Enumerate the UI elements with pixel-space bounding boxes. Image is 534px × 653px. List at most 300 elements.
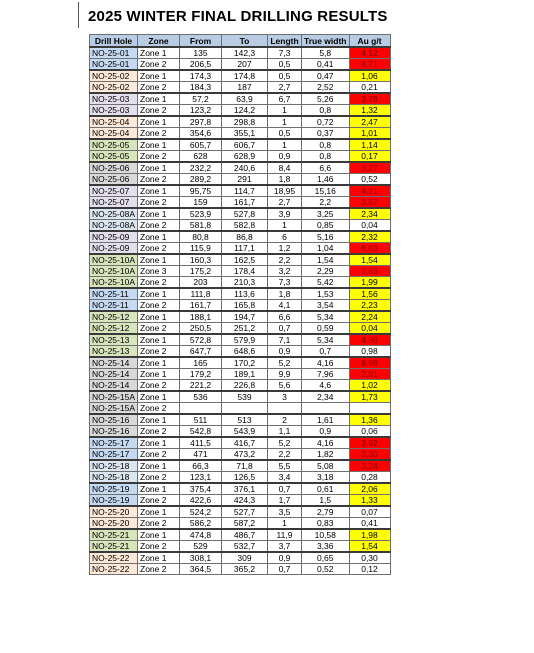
length-cell: 11,9 bbox=[268, 529, 302, 541]
length-cell: 6 bbox=[268, 231, 302, 243]
table-row bbox=[90, 391, 391, 403]
zone-cell: Zone 1 bbox=[138, 162, 180, 174]
drill-hole-cell: NO-25-01 bbox=[90, 47, 138, 59]
from-cell: 179,2 bbox=[180, 369, 222, 380]
from-cell: 160,3 bbox=[180, 254, 222, 266]
from-cell: 586,2 bbox=[180, 518, 222, 530]
au-grade-cell: 0,17 bbox=[349, 151, 390, 163]
to-cell: 142,3 bbox=[222, 47, 268, 59]
au-grade-cell: 1,56 bbox=[349, 288, 390, 300]
table-row bbox=[90, 426, 391, 438]
drill-hole-cell: NO-25-10A bbox=[90, 277, 138, 289]
table-row bbox=[90, 414, 391, 426]
zone-cell: Zone 1 bbox=[138, 47, 180, 59]
from-cell: 581,8 bbox=[180, 220, 222, 232]
table-row bbox=[90, 552, 391, 564]
au-grade-cell: 1,98 bbox=[349, 529, 390, 541]
to-cell: 648,6 bbox=[222, 346, 268, 358]
au-grade-cell: 2,34 bbox=[349, 208, 390, 220]
from-cell: 474,8 bbox=[180, 529, 222, 541]
true-width-cell: 0,8 bbox=[302, 105, 350, 117]
true-width-cell: 3,36 bbox=[302, 541, 350, 553]
true-width-cell: 2,29 bbox=[302, 266, 350, 277]
page-title: 2025 WINTER FINAL DRILLING RESULTS bbox=[88, 8, 388, 25]
from-cell: 572,8 bbox=[180, 334, 222, 346]
to-cell: 226,8 bbox=[222, 380, 268, 392]
true-width-cell: 10,58 bbox=[302, 529, 350, 541]
au-grade-cell: 3,92 bbox=[349, 437, 390, 449]
zone-cell: Zone 1 bbox=[138, 552, 180, 564]
true-width-cell: 7,96 bbox=[302, 369, 350, 380]
zone-cell: Zone 2 bbox=[138, 197, 180, 209]
from-cell: 422,6 bbox=[180, 495, 222, 507]
true-width-cell: 1,61 bbox=[302, 414, 350, 426]
zone-cell: Zone 1 bbox=[138, 357, 180, 369]
length-cell: 3,7 bbox=[268, 541, 302, 553]
to-cell: 355,1 bbox=[222, 128, 268, 140]
from-cell: 375,4 bbox=[180, 483, 222, 495]
au-grade-cell: 0,30 bbox=[349, 552, 390, 564]
from-cell: 524,2 bbox=[180, 506, 222, 518]
true-width-cell: 3,18 bbox=[302, 472, 350, 484]
zone-cell: Zone 3 bbox=[138, 266, 180, 277]
zone-cell: Zone 1 bbox=[138, 116, 180, 128]
true-width-cell: 4,16 bbox=[302, 437, 350, 449]
from-cell: 111,8 bbox=[180, 288, 222, 300]
to-cell: 161,7 bbox=[222, 197, 268, 209]
zone-cell: Zone 2 bbox=[138, 403, 180, 415]
length-cell: 1 bbox=[268, 139, 302, 151]
table-row bbox=[90, 266, 391, 277]
zone-cell: Zone 1 bbox=[138, 254, 180, 266]
from-cell: 647,7 bbox=[180, 346, 222, 358]
zone-cell: Zone 1 bbox=[138, 231, 180, 243]
to-cell: 587,2 bbox=[222, 518, 268, 530]
drill-hole-cell: NO-25-06 bbox=[90, 162, 138, 174]
zone-cell: Zone 2 bbox=[138, 174, 180, 186]
drill-hole-cell: NO-25-18 bbox=[90, 460, 138, 472]
to-cell: 170,2 bbox=[222, 357, 268, 369]
au-grade-cell: 3,78 bbox=[349, 93, 390, 105]
zone-cell: Zone 2 bbox=[138, 380, 180, 392]
from-cell: 628 bbox=[180, 151, 222, 163]
true-width-cell: 2,2 bbox=[302, 197, 350, 209]
table-row bbox=[90, 82, 391, 94]
from-cell: 123,2 bbox=[180, 105, 222, 117]
drill-hole-cell: NO-25-03 bbox=[90, 93, 138, 105]
to-cell: 71,8 bbox=[222, 460, 268, 472]
zone-cell: Zone 2 bbox=[138, 426, 180, 438]
to-cell: 532,7 bbox=[222, 541, 268, 553]
true-width-cell: 1,54 bbox=[302, 254, 350, 266]
true-width-cell: 0,37 bbox=[302, 128, 350, 140]
zone-cell: Zone 1 bbox=[138, 506, 180, 518]
zone-cell: Zone 2 bbox=[138, 277, 180, 289]
au-grade-cell bbox=[349, 403, 390, 415]
length-cell: 5,6 bbox=[268, 380, 302, 392]
zone-cell: Zone 2 bbox=[138, 449, 180, 461]
au-grade-cell: 4,12 bbox=[349, 47, 390, 59]
table-row bbox=[90, 346, 391, 358]
length-cell: 0,5 bbox=[268, 59, 302, 71]
zone-cell: Zone 1 bbox=[138, 369, 180, 380]
from-cell: 135 bbox=[180, 47, 222, 59]
au-grade-cell: 8,96 bbox=[349, 357, 390, 369]
to-cell: 291 bbox=[222, 174, 268, 186]
table-row bbox=[90, 47, 391, 59]
drill-hole-cell: NO-25-01 bbox=[90, 59, 138, 71]
drill-hole-cell: NO-25-15A bbox=[90, 391, 138, 403]
au-grade-cell: 3,24 bbox=[349, 460, 390, 472]
table-row bbox=[90, 139, 391, 151]
au-grade-cell: 2,47 bbox=[349, 116, 390, 128]
length-cell: 2,2 bbox=[268, 254, 302, 266]
length-cell: 2,7 bbox=[268, 197, 302, 209]
drill-hole-cell: NO-25-21 bbox=[90, 541, 138, 553]
true-width-cell: 5,8 bbox=[302, 47, 350, 59]
from-cell: 542,8 bbox=[180, 426, 222, 438]
zone-cell: Zone 2 bbox=[138, 346, 180, 358]
table-row bbox=[90, 243, 391, 255]
from-cell: 203 bbox=[180, 277, 222, 289]
true-width-cell: 1,46 bbox=[302, 174, 350, 186]
table-row bbox=[90, 174, 391, 186]
table-row bbox=[90, 59, 391, 71]
true-width-cell: 0,47 bbox=[302, 70, 350, 82]
header-to: To bbox=[222, 35, 268, 48]
zone-cell: Zone 1 bbox=[138, 70, 180, 82]
drill-hole-cell: NO-25-12 bbox=[90, 311, 138, 323]
au-grade-cell: 1,73 bbox=[349, 391, 390, 403]
length-cell: 0,7 bbox=[268, 483, 302, 495]
true-width-cell: 1,5 bbox=[302, 495, 350, 507]
from-cell: 174,3 bbox=[180, 70, 222, 82]
length-cell: 1,8 bbox=[268, 174, 302, 186]
true-width-cell: 1,53 bbox=[302, 288, 350, 300]
drill-hole-cell: NO-25-13 bbox=[90, 346, 138, 358]
to-cell: 513 bbox=[222, 414, 268, 426]
au-grade-cell: 4,30 bbox=[349, 334, 390, 346]
true-width-cell: 0,8 bbox=[302, 151, 350, 163]
zone-cell: Zone 1 bbox=[138, 208, 180, 220]
true-width-cell: 3,25 bbox=[302, 208, 350, 220]
true-width-cell: 0,59 bbox=[302, 323, 350, 335]
drill-hole-cell: NO-25-09 bbox=[90, 231, 138, 243]
to-cell: 124,2 bbox=[222, 105, 268, 117]
au-grade-cell: 1,99 bbox=[349, 277, 390, 289]
true-width-cell: 2,34 bbox=[302, 391, 350, 403]
table-row bbox=[90, 277, 391, 289]
au-grade-cell: 1,54 bbox=[349, 541, 390, 553]
au-grade-cell: 0,04 bbox=[349, 220, 390, 232]
length-cell: 6,7 bbox=[268, 93, 302, 105]
table-body bbox=[90, 47, 391, 575]
table-row bbox=[90, 437, 391, 449]
au-grade-cell: 0,21 bbox=[349, 82, 390, 94]
table-header-row bbox=[90, 35, 391, 48]
zone-cell: Zone 2 bbox=[138, 59, 180, 71]
from-cell: 232,2 bbox=[180, 162, 222, 174]
table-row bbox=[90, 93, 391, 105]
to-cell: 486,7 bbox=[222, 529, 268, 541]
to-cell: 240,6 bbox=[222, 162, 268, 174]
length-cell: 0,7 bbox=[268, 323, 302, 335]
drill-hole-cell: NO-25-07 bbox=[90, 185, 138, 197]
length-cell: 5,2 bbox=[268, 437, 302, 449]
au-grade-cell: 2,91 bbox=[349, 369, 390, 380]
zone-cell: Zone 1 bbox=[138, 391, 180, 403]
zone-cell: Zone 2 bbox=[138, 243, 180, 255]
to-cell: 424,3 bbox=[222, 495, 268, 507]
table-row bbox=[90, 185, 391, 197]
table-row bbox=[90, 403, 391, 415]
drill-hole-cell: NO-25-09 bbox=[90, 243, 138, 255]
table-row bbox=[90, 128, 391, 140]
drill-hole-cell: NO-25-18 bbox=[90, 472, 138, 484]
true-width-cell: 15,16 bbox=[302, 185, 350, 197]
au-grade-cell: 0,12 bbox=[349, 564, 390, 575]
header-au: Au g/t bbox=[349, 35, 390, 48]
au-grade-cell: 1,01 bbox=[349, 128, 390, 140]
true-width-cell: 5,16 bbox=[302, 231, 350, 243]
drill-hole-cell: NO-25-02 bbox=[90, 82, 138, 94]
to-cell: 365,2 bbox=[222, 564, 268, 575]
length-cell: 2 bbox=[268, 414, 302, 426]
from-cell: 221,2 bbox=[180, 380, 222, 392]
true-width-cell: 0,9 bbox=[302, 426, 350, 438]
to-cell: 210,3 bbox=[222, 277, 268, 289]
true-width-cell: 0,83 bbox=[302, 518, 350, 530]
zone-cell: Zone 2 bbox=[138, 82, 180, 94]
to-cell: 187 bbox=[222, 82, 268, 94]
au-grade-cell: 2,23 bbox=[349, 300, 390, 312]
zone-cell: Zone 1 bbox=[138, 483, 180, 495]
to-cell: 194,7 bbox=[222, 311, 268, 323]
from-cell: 536 bbox=[180, 391, 222, 403]
table-row bbox=[90, 380, 391, 392]
au-grade-cell: 1,32 bbox=[349, 105, 390, 117]
table-row bbox=[90, 564, 391, 575]
table-row bbox=[90, 334, 391, 346]
table-row bbox=[90, 254, 391, 266]
au-grade-cell: 2,24 bbox=[349, 311, 390, 323]
zone-cell: Zone 1 bbox=[138, 460, 180, 472]
drill-hole-cell: NO-25-20 bbox=[90, 506, 138, 518]
header-true-width: True width bbox=[302, 35, 350, 48]
to-cell: 207 bbox=[222, 59, 268, 71]
zone-cell: Zone 2 bbox=[138, 323, 180, 335]
to-cell: 298,8 bbox=[222, 116, 268, 128]
from-cell: 605,7 bbox=[180, 139, 222, 151]
true-width-cell: 5,34 bbox=[302, 334, 350, 346]
drill-hole-cell: NO-25-17 bbox=[90, 437, 138, 449]
from-cell: 411,5 bbox=[180, 437, 222, 449]
au-grade-cell: 1,33 bbox=[349, 495, 390, 507]
drill-hole-cell: NO-25-08A bbox=[90, 220, 138, 232]
table-row bbox=[90, 541, 391, 553]
length-cell: 0,9 bbox=[268, 552, 302, 564]
length-cell: 0,5 bbox=[268, 128, 302, 140]
drill-hole-cell: NO-25-22 bbox=[90, 552, 138, 564]
au-grade-cell: 6,63 bbox=[349, 243, 390, 255]
table-row bbox=[90, 460, 391, 472]
zone-cell: Zone 1 bbox=[138, 185, 180, 197]
au-grade-cell: 1,06 bbox=[349, 70, 390, 82]
zone-cell: Zone 1 bbox=[138, 311, 180, 323]
from-cell: 206,5 bbox=[180, 59, 222, 71]
table-row bbox=[90, 300, 391, 312]
table-row bbox=[90, 231, 391, 243]
zone-cell: Zone 1 bbox=[138, 529, 180, 541]
from-cell: 184,3 bbox=[180, 82, 222, 94]
to-cell: 114,7 bbox=[222, 185, 268, 197]
true-width-cell: 5,34 bbox=[302, 311, 350, 323]
au-grade-cell: 2,32 bbox=[349, 231, 390, 243]
to-cell: 162,5 bbox=[222, 254, 268, 266]
length-cell: 0,7 bbox=[268, 564, 302, 575]
au-grade-cell: 0,28 bbox=[349, 472, 390, 484]
to-cell: 126,5 bbox=[222, 472, 268, 484]
from-cell: 308,1 bbox=[180, 552, 222, 564]
true-width-cell: 3,54 bbox=[302, 300, 350, 312]
drill-hole-cell: NO-25-05 bbox=[90, 139, 138, 151]
from-cell: 80,8 bbox=[180, 231, 222, 243]
length-cell: 2,7 bbox=[268, 82, 302, 94]
true-width-cell: 2,52 bbox=[302, 82, 350, 94]
zone-cell: Zone 1 bbox=[138, 414, 180, 426]
from-cell: 289,2 bbox=[180, 174, 222, 186]
au-grade-cell: 3,27 bbox=[349, 162, 390, 174]
length-cell: 5,5 bbox=[268, 460, 302, 472]
drill-hole-cell: NO-25-12 bbox=[90, 323, 138, 335]
true-width-cell: 2,79 bbox=[302, 506, 350, 518]
length-cell: 3,5 bbox=[268, 506, 302, 518]
zone-cell: Zone 2 bbox=[138, 518, 180, 530]
from-cell: 57,2 bbox=[180, 93, 222, 105]
to-cell: 189,1 bbox=[222, 369, 268, 380]
au-grade-cell: 1,54 bbox=[349, 254, 390, 266]
zone-cell: Zone 2 bbox=[138, 300, 180, 312]
table-row bbox=[90, 151, 391, 163]
length-cell: 1 bbox=[268, 116, 302, 128]
au-grade-cell: 3,67 bbox=[349, 197, 390, 209]
drill-hole-cell: NO-25-22 bbox=[90, 564, 138, 575]
to-cell: 579,9 bbox=[222, 334, 268, 346]
header-from: From bbox=[180, 35, 222, 48]
drill-hole-cell: NO-25-06 bbox=[90, 174, 138, 186]
zone-cell: Zone 2 bbox=[138, 472, 180, 484]
table-row bbox=[90, 220, 391, 232]
to-cell: 309 bbox=[222, 552, 268, 564]
zone-cell: Zone 1 bbox=[138, 288, 180, 300]
length-cell: 7,1 bbox=[268, 334, 302, 346]
au-grade-cell: 0,52 bbox=[349, 174, 390, 186]
true-width-cell: 5,26 bbox=[302, 93, 350, 105]
au-grade-cell: 0,04 bbox=[349, 323, 390, 335]
length-cell: 1 bbox=[268, 518, 302, 530]
table-row bbox=[90, 449, 391, 461]
true-width-cell: 5,42 bbox=[302, 277, 350, 289]
to-cell: 606,7 bbox=[222, 139, 268, 151]
zone-cell: Zone 2 bbox=[138, 495, 180, 507]
length-cell: 6,6 bbox=[268, 311, 302, 323]
from-cell: 529 bbox=[180, 541, 222, 553]
length-cell: 0,9 bbox=[268, 346, 302, 358]
length-cell: 0,5 bbox=[268, 70, 302, 82]
header-zone: Zone bbox=[138, 35, 180, 48]
true-width-cell: 4,6 bbox=[302, 380, 350, 392]
length-cell: 1,8 bbox=[268, 288, 302, 300]
from-cell: 159 bbox=[180, 197, 222, 209]
from-cell: 297,8 bbox=[180, 116, 222, 128]
zone-cell: Zone 2 bbox=[138, 220, 180, 232]
true-width-cell: 0,85 bbox=[302, 220, 350, 232]
length-cell: 3 bbox=[268, 391, 302, 403]
length-cell: 9,9 bbox=[268, 369, 302, 380]
from-cell: 250,5 bbox=[180, 323, 222, 335]
length-cell: 3,2 bbox=[268, 266, 302, 277]
zone-cell: Zone 2 bbox=[138, 128, 180, 140]
drill-hole-cell: NO-25-20 bbox=[90, 518, 138, 530]
au-grade-cell: 2,63 bbox=[349, 266, 390, 277]
to-cell: 582,8 bbox=[222, 220, 268, 232]
table-row bbox=[90, 197, 391, 209]
to-cell: 628,9 bbox=[222, 151, 268, 163]
left-divider bbox=[78, 2, 79, 28]
table-row bbox=[90, 357, 391, 369]
true-width-cell: 0,7 bbox=[302, 346, 350, 358]
to-cell: 86,8 bbox=[222, 231, 268, 243]
true-width-cell: 0,61 bbox=[302, 483, 350, 495]
true-width-cell: 0,72 bbox=[302, 116, 350, 128]
length-cell: 3,9 bbox=[268, 208, 302, 220]
length-cell bbox=[268, 403, 302, 415]
au-grade-cell: 1,14 bbox=[349, 139, 390, 151]
au-grade-cell: 4,71 bbox=[349, 59, 390, 71]
drill-hole-cell: NO-25-19 bbox=[90, 483, 138, 495]
from-cell: 364,5 bbox=[180, 564, 222, 575]
drill-hole-cell: NO-25-04 bbox=[90, 128, 138, 140]
au-grade-cell: 0,41 bbox=[349, 518, 390, 530]
zone-cell: Zone 1 bbox=[138, 334, 180, 346]
drill-hole-cell: NO-25-21 bbox=[90, 529, 138, 541]
length-cell: 1,7 bbox=[268, 495, 302, 507]
length-cell: 1,1 bbox=[268, 426, 302, 438]
drill-hole-cell: NO-25-11 bbox=[90, 288, 138, 300]
table-row bbox=[90, 529, 391, 541]
table-row bbox=[90, 323, 391, 335]
au-grade-cell: 0,98 bbox=[349, 346, 390, 358]
to-cell: 165,8 bbox=[222, 300, 268, 312]
to-cell: 117,1 bbox=[222, 243, 268, 255]
zone-cell: Zone 2 bbox=[138, 564, 180, 575]
table-row bbox=[90, 208, 391, 220]
table-row bbox=[90, 495, 391, 507]
length-cell: 7,3 bbox=[268, 47, 302, 59]
to-cell: 178,4 bbox=[222, 266, 268, 277]
true-width-cell bbox=[302, 403, 350, 415]
drill-hole-cell: NO-25-15A bbox=[90, 403, 138, 415]
length-cell: 7,3 bbox=[268, 277, 302, 289]
header-length: Length bbox=[268, 35, 302, 48]
length-cell: 1 bbox=[268, 105, 302, 117]
length-cell: 8,4 bbox=[268, 162, 302, 174]
length-cell: 4,1 bbox=[268, 300, 302, 312]
drill-hole-cell: NO-25-13 bbox=[90, 334, 138, 346]
table-row bbox=[90, 105, 391, 117]
length-cell: 2,2 bbox=[268, 449, 302, 461]
zone-cell: Zone 1 bbox=[138, 139, 180, 151]
